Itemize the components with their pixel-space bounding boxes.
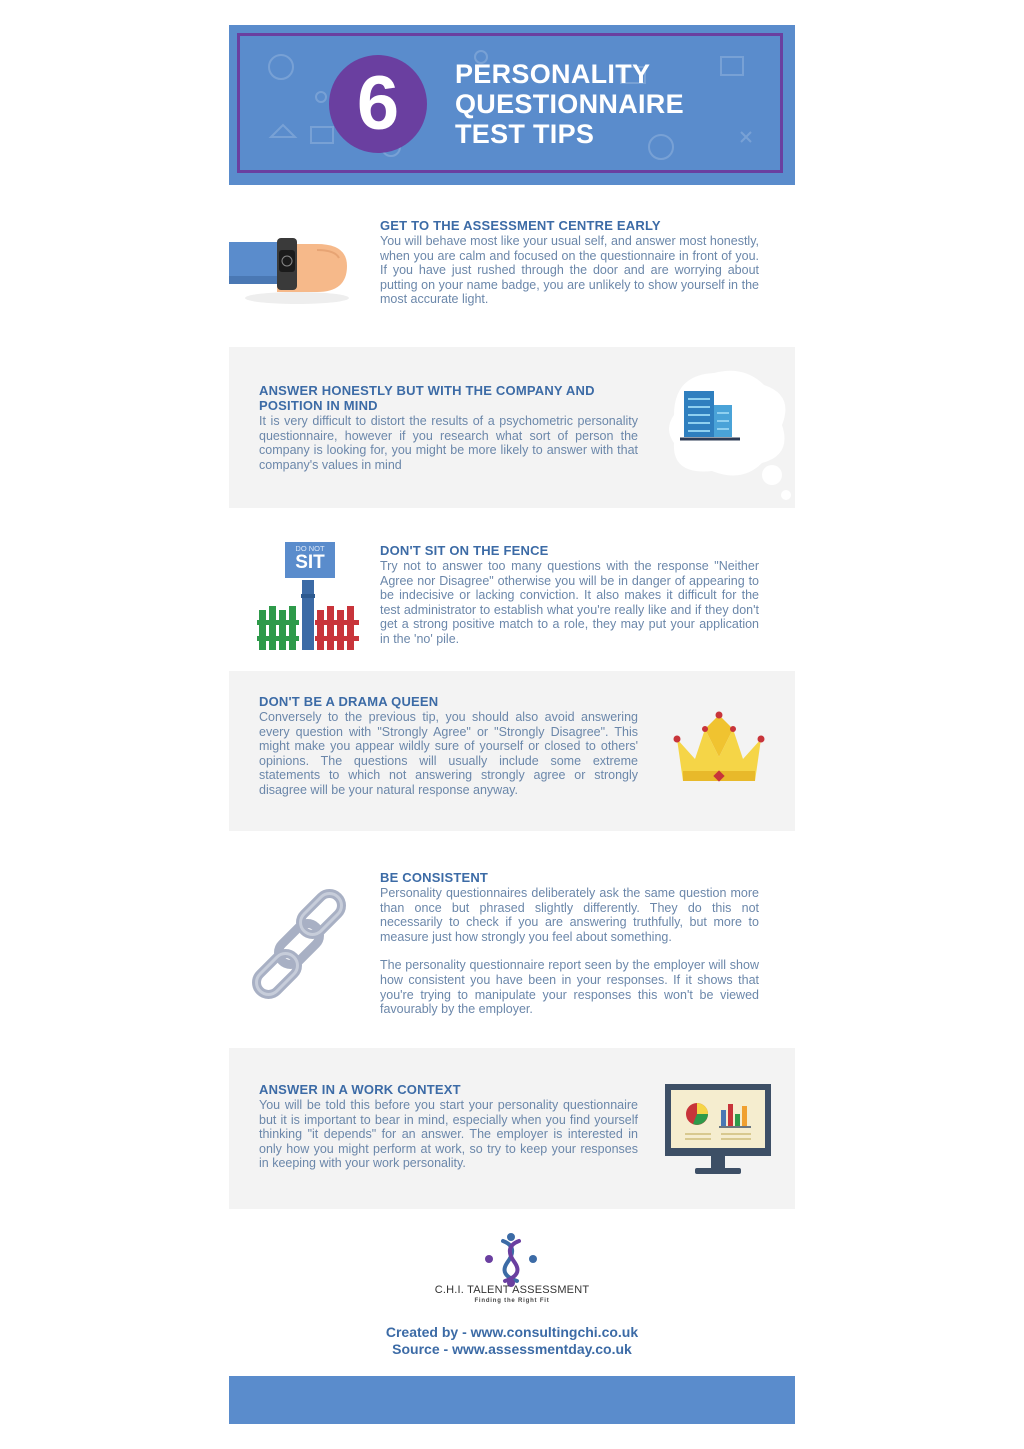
tip-title: DON'T SIT ON THE FENCE — [380, 543, 549, 558]
company-tagline: Finding the Right Fit — [474, 1298, 550, 1304]
tip-body — [259, 1098, 638, 1171]
tip-paragraph: It is very difficult to distort the results of a psychometric personality questionnaire, however if you research what sort of person the company is looking for, you might be more likely to answer with that company's values in mind — [259, 414, 638, 472]
infographic — [229, 25, 795, 1424]
sign-big-text: SIT — [295, 552, 325, 573]
title-line: PERSONALITY — [455, 59, 651, 89]
tip-paragraph: You will be told this before you start your personality questionnaire but it is important to bear in mind, especially when you find yourself thinking "it depends" for an answer. The employer is interested in only how you might perform at work, so try to keep your responses in keeping with your work personality. — [259, 1098, 638, 1171]
chain-links-icon — [247, 884, 361, 1004]
source-link[interactable]: Source - www.assessmentday.co.uk — [392, 1341, 632, 1357]
tip-title: ANSWER HONESTLY BUT WITH THE COMPANY AND POSITION IN MIND — [259, 383, 595, 413]
tip-content — [380, 870, 759, 1017]
tip-answer-honestly — [229, 347, 795, 508]
tip-title: DON'T BE A DRAMA QUEEN — [259, 694, 439, 709]
tip-body — [380, 559, 759, 647]
tip-paragraph: You will behave most like your usual self, and answer most honestly, when you are calm and focused on the questionnaire in front of you. If you have just rushed through the door and are worrying about putting on your name badge, you are unlikely to show yourself in the most accurate light. — [380, 234, 759, 307]
tip-body — [259, 414, 638, 472]
tip-content — [380, 543, 759, 647]
tip-content — [259, 694, 638, 798]
tip-content — [259, 383, 638, 472]
tip-work-context — [229, 1048, 795, 1209]
tip-title: GET TO THE ASSESSMENT CENTRE EARLY — [380, 218, 661, 233]
tip-be-consistent — [229, 840, 795, 1040]
title-line: TEST TIPS — [455, 119, 595, 149]
office-building-thought-bubble-icon — [654, 355, 794, 505]
tip-content — [380, 218, 759, 307]
sign-small-text: DO NOT — [295, 544, 325, 553]
tip-title: BE CONSISTENT — [380, 870, 489, 885]
chi-logo — [481, 1231, 541, 1287]
created-by-link[interactable]: Created by - www.consultingchi.co.uk — [385, 1324, 639, 1340]
title-line: QUESTIONNAIRE — [455, 89, 684, 119]
tip-body — [380, 886, 759, 1017]
tip-arrive-early — [229, 200, 795, 340]
company-name: C.H.I. TALENT ASSESSMENT — [434, 1284, 590, 1296]
tip-title: ANSWER IN A WORK CONTEXT — [259, 1082, 461, 1097]
tip-paragraph: Conversely to the previous tip, you should also avoid answering every question with "Strongly Agree" or "Strongly Disagree". This might make you appear wildly sure of yourself or closed to others' opinions. The questions will usually include some extreme statements to which not answering strongly agree or strongly disagree will be your natural response anyway. — [259, 710, 638, 797]
tip-dont-sit-on-fence — [229, 515, 795, 655]
tip-paragraph: Personality questionnaires deliberately ask the same question more than once but phrased slightly differently. They do this not necessarily to check if you are answering truthfully, but more to measure just how strongly you feel about something. — [380, 886, 759, 944]
tip-paragraph: The personality questionnaire report seen by the employer will show how consistent you have been in your responses. If it shows that you're trying to manipulate your responses this won't be viewed favourably by the employer. — [380, 958, 759, 1017]
tip-count-badge: 6 — [329, 55, 427, 153]
monitor-charts-icon — [665, 1084, 771, 1176]
tip-body — [259, 710, 638, 798]
bottom-bar — [229, 1376, 795, 1424]
tip-paragraph: Try not to answer too many questions with the response "Neither Agree nor Disagree" otherwise you will be in danger of appearing to be indecisive or lacking conviction. It also makes it difficult for the test administrator to establish what you're really like and if they don't get a strong positive match to a role, they may put your application in the 'no' pile. — [380, 559, 759, 646]
page-title — [455, 59, 755, 149]
crown-icon — [669, 709, 769, 789]
tip-body — [380, 234, 759, 307]
tip-content — [259, 1082, 638, 1171]
wristwatch-icon — [229, 236, 351, 306]
header-banner — [229, 25, 795, 185]
tip-dont-be-drama-queen — [229, 671, 795, 831]
